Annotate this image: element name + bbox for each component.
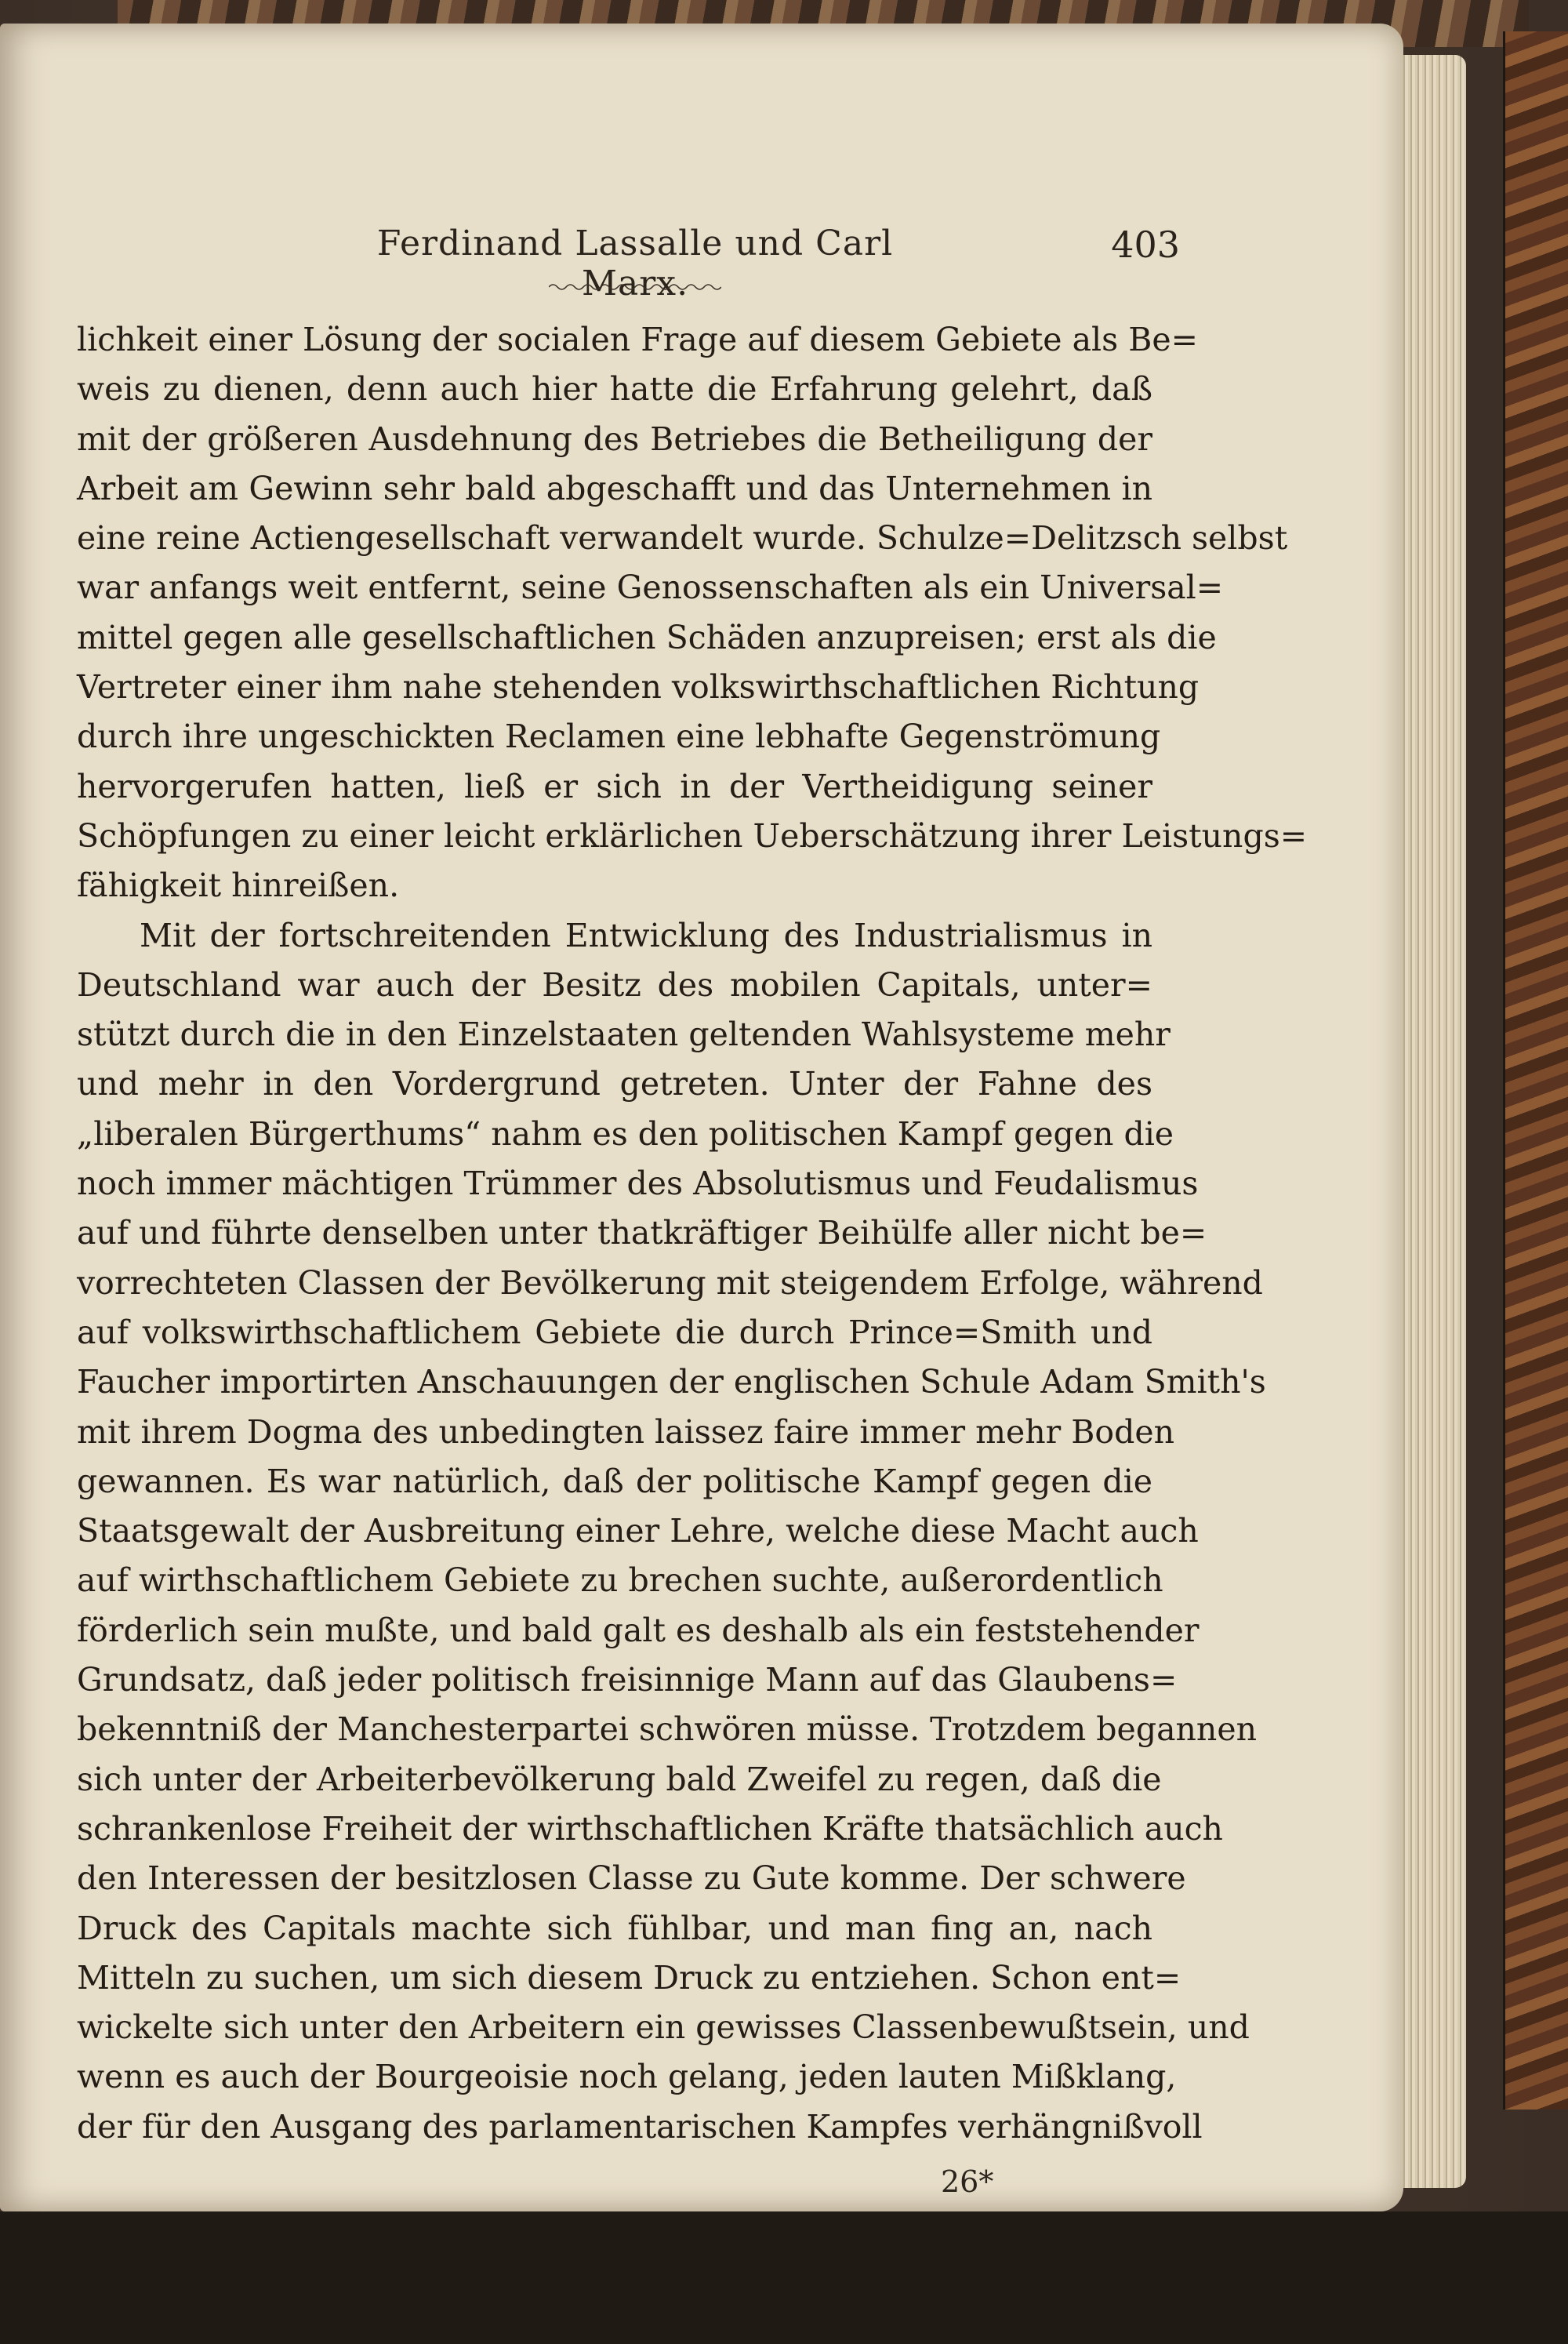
running-title: Ferdinand Lassalle und Carl Marx. (376, 223, 894, 303)
text-line: noch immer mächtigen Trümmer des Absolutismus und Feudalismus (77, 1165, 1199, 1203)
text-line: Vertreter einer ihm nahe stehenden volkswirthschaftlichen Richtung (77, 668, 1200, 707)
text-line: Mit der fortschreitenden Entwicklung des Industrialismus in (140, 916, 1152, 954)
text-line: stützt durch die in den Einzelstaaten geltenden Wahlsysteme mehr (77, 1016, 1171, 1054)
text-line: schrankenlose Freiheit der wirthschaftlichen Kräfte thatsächlich auch (77, 1809, 1223, 1848)
text-line: hervorgerufen hatten, ließ er sich in der Vertheidigung seiner (77, 767, 1152, 805)
bottom-shadow (0, 2211, 1568, 2344)
body-text (77, 315, 1308, 2152)
text-line: den Interessen der besitzlosen Classe zu Gute komme. Der schwere (77, 1859, 1186, 1898)
book-page (0, 24, 1403, 2211)
wavy-rule-ornament (549, 281, 721, 293)
text-line: auf volkswirthschaftlichem Gebiete die durch Prince=Smith und (77, 1313, 1152, 1351)
text-line: förderlich sein mußte, und bald galt es deshalb als ein feststehender (77, 1611, 1200, 1649)
text-line: war anfangs weit entfernt, seine Genossenschaften als ein Universal= (77, 569, 1224, 607)
text-line: Druck des Capitals machte sich fühlbar, und man fing an, nach (77, 1909, 1152, 1947)
text-line: der für den Ausgang des parlamentarischen Kampfes verhängnißvoll (77, 2107, 1203, 2146)
text-line: Arbeit am Gewinn sehr bald abgeschafft und das Unternehmen in (77, 469, 1152, 507)
page-header (0, 223, 1403, 303)
signature-mark: 26* (941, 2164, 994, 2199)
text-line: fähigkeit hinreißen. (77, 867, 400, 905)
text-line: auf wirthschaftlichem Gebiete zu brechen suchte, außerordentlich (77, 1561, 1163, 1600)
text-line: „liberalen Bürgerthums“ nahm es den politischen Kampf gegen die (77, 1114, 1174, 1153)
text-line: vorrechteten Classen der Bevölkerung mit steigendem Erfolge, während (77, 1263, 1263, 1302)
text-line: durch ihre ungeschickten Reclamen eine lebhafte Gegenströmung (77, 718, 1161, 756)
text-line: Staatsgewalt der Ausbreitung einer Lehre, welche diese Macht auch (77, 1512, 1199, 1550)
text-line: eine reine Actiengesellschaft verwandelt wurde. Schulze=Delitzsch selbst (77, 519, 1288, 558)
text-line: mittel gegen alle gesellschaftlichen Schäden anzupreisen; erst als die (77, 618, 1217, 656)
text-line: Mitteln zu suchen, um sich diesem Druck zu entziehen. Schon ent= (77, 1958, 1181, 1997)
text-line: wenn es auch der Bourgeoisie noch gelang, jeden lauten Mißklang, (77, 2058, 1177, 2096)
text-line: bekenntniß der Manchesterpartei schwören müsse. Trotzdem begannen (77, 1710, 1257, 1749)
marbled-endpaper (1503, 31, 1568, 2110)
text-line: gewannen. Es war natürlich, daß der politische Kampf gegen die (77, 1462, 1152, 1500)
text-line: sich unter der Arbeiterbevölkerung bald Zweifel zu regen, daß die (77, 1760, 1162, 1798)
text-line: lichkeit einer Lösung der socialen Frage auf diesem Gebiete als Be= (77, 321, 1198, 358)
text-line: Deutschland war auch der Besitz des mobilen Capitals, unter= (77, 965, 1152, 1004)
text-line: wickelte sich unter den Arbeitern ein gewisses Classenbewußtsein, und (77, 2008, 1250, 2047)
text-line: und mehr in den Vordergrund getreten. Unter der Fahne des (77, 1065, 1152, 1103)
text-line: mit der größeren Ausdehnung des Betriebes die Betheiligung der (77, 420, 1152, 458)
text-line: Faucher importirten Anschauungen der englischen Schule Adam Smith's (77, 1363, 1266, 1401)
text-line: Schöpfungen zu einer leicht erklärlichen Ueberschätzung ihrer Leistungs= (77, 816, 1308, 855)
text-line: weis zu dienen, denn auch hier hatte die Erfahrung gelehrt, daß (77, 370, 1152, 409)
text-line: auf und führte denselben unter thatkräftiger Beihülfe aller nicht be= (77, 1214, 1207, 1252)
text-line: mit ihrem Dogma des unbedingten laissez faire immer mehr Boden (77, 1412, 1174, 1451)
text-line: Grundsatz, daß jeder politisch freisinnige Mann auf das Glaubens= (77, 1661, 1178, 1699)
page-number: 403 (1111, 223, 1180, 266)
